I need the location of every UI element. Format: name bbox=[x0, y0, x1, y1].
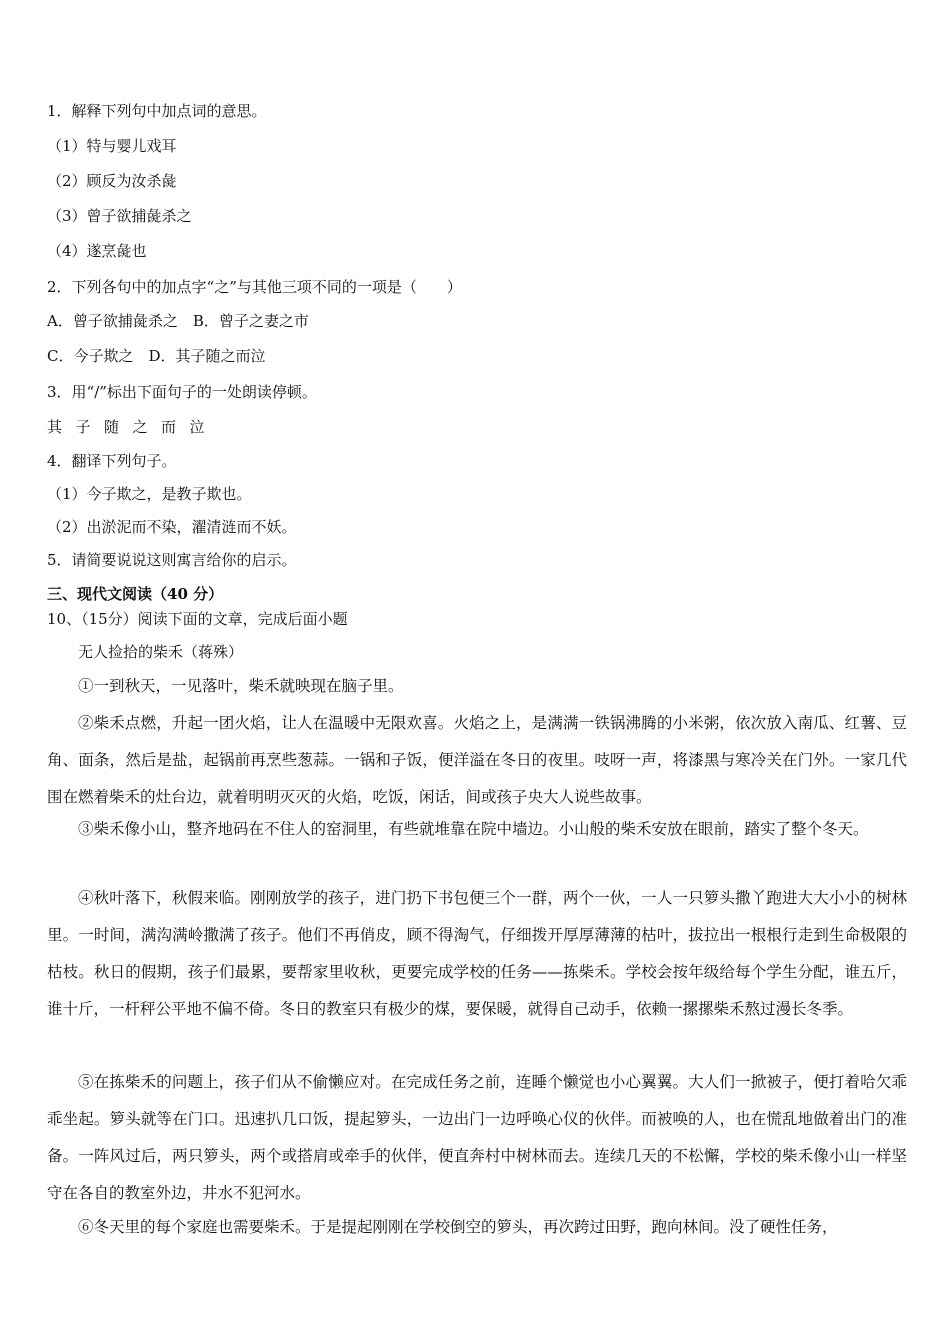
article-paragraph-6: ⑥冬天里的每个家庭也需要柴禾。于是提起刚刚在学校倒空的箩头，再次跨过田野，跑向林间。没了硬性任务， bbox=[78, 1218, 838, 1236]
question-4-item-2: （2）出淤泥而不染，濯清涟而不妖。 bbox=[47, 518, 297, 536]
article-title: 无人捡拾的柴禾（蒋殊） bbox=[78, 643, 244, 661]
question-2-options-cd: C．今子欺之 D．其子随之而泣 bbox=[47, 347, 266, 365]
question-1-item-2: （2）顾反为汝杀彘 bbox=[47, 172, 177, 190]
article-paragraph-5: ⑤在拣柴禾的问题上，孩子们从不偷懒应对。在完成任务之前，连睡个懒觉也小心翼翼。大人们一掀被子，便打着哈欠乖乖坐起。箩头就等在门口。迅速扒几口饭，提起箩头，一边出门一边呼唤心仪的伙伴。而被唤的人，也在慌乱地做着出门的准备。一阵风过后，两只箩头，两个或搭肩或牵手的伙伴，便直奔村中树林而去。连续几天的不松懈，学校的柴禾像小山一样坚守在各自的教室外边，井水不犯河水。 bbox=[47, 1073, 907, 1202]
article-paragraph-4: ④秋叶落下，秋假来临。刚刚放学的孩子，进门扔下书包便三个一群，两个一伙，一人一只箩头撒丫跑进大大小小的树林里。一时间，满沟满岭撒满了孩子。他们不再俏皮，顾不得淘气，仔细拨开厚厚薄薄的枯叶，拔拉出一根根行走到生命极限的枯枝。秋日的假期，孩子们最累，要帮家里收秋，更要完成学校的任务——拣柴禾。学校会按年级给每个学生分配，谁五斤，谁十斤，一杆秤公平地不偏不倚。冬日的教室只有极少的煤，要保暖，就得自己动手，依赖一摞摞柴禾熬过漫长冬季。 bbox=[47, 889, 907, 1018]
question-1: 1．解释下列句中加点词的意思。 bbox=[47, 102, 267, 120]
question-3-sentence: 其子随之而泣 bbox=[47, 418, 219, 436]
question-2: 2．下列各句中的加点字“之”与其他三项不同的一项是（ ） bbox=[47, 278, 462, 296]
section-heading: 三、现代文阅读（40 分） bbox=[47, 585, 224, 603]
article-paragraph-1: ①一到秋天，一见落叶，柴禾就映现在脑子里。 bbox=[78, 677, 404, 695]
article-paragraph-2: ②柴禾点燃，升起一团火焰，让人在温暖中无限欢喜。火焰之上，是满满一铁锅沸腾的小米粥，依次放入南瓜、红薯、豆角、面条，然后是盐，起锅前再烹些葱蒜。一锅和子饭，便洋溢在冬日的夜里。吱呀一声，将漆黑与寒冷关在门外。一家几代围在燃着柴禾的灶台边，就着明明灭灭的火焰，吃饭，闲话，间或孩子央大人说些故事。 bbox=[47, 714, 907, 806]
question-5: 5．请简要说说这则寓言给你的启示。 bbox=[47, 551, 297, 569]
question-4-item-1: （1）今子欺之，是教子欺也。 bbox=[47, 485, 252, 503]
question-1-item-1: （1）特与婴儿戏耳 bbox=[47, 137, 177, 155]
question-1-item-3: （3）曾子欲捕彘杀之 bbox=[47, 207, 192, 225]
question-3: 3．用“/”标出下面句子的一处朗读停顿。 bbox=[47, 383, 317, 401]
question-2-options-ab: A．曾子欲捕彘杀之 B．曾子之妻之市 bbox=[47, 312, 309, 330]
article-paragraph-3: ③柴禾像小山，整齐地码在不住人的窑洞里，有些就堆靠在院中墙边。小山般的柴禾安放在眼前，踏实了整个冬天。 bbox=[78, 820, 869, 838]
question-10: 10、（15分）阅读下面的文章，完成后面小题 bbox=[47, 610, 348, 628]
question-4: 4．翻译下列句子。 bbox=[47, 452, 177, 470]
question-1-item-4: （4）遂烹彘也 bbox=[47, 242, 147, 260]
